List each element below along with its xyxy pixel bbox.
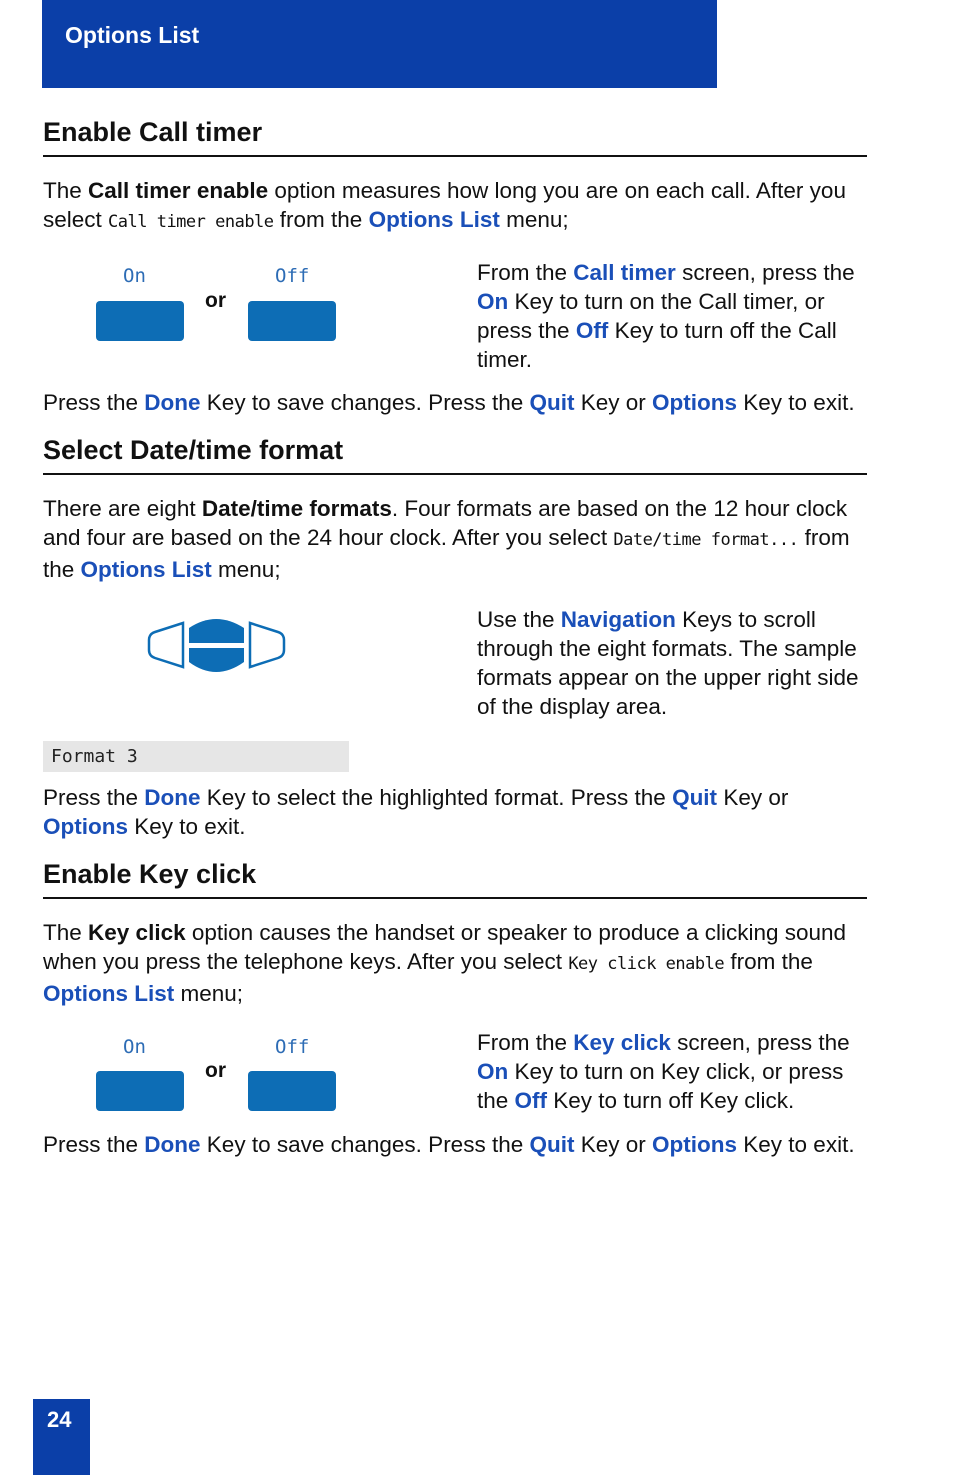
section-title-call-timer: Enable Call timer: [43, 117, 263, 147]
nav-left-arrow-icon: [149, 623, 183, 667]
on-softkey-button[interactable]: [96, 1071, 184, 1111]
text: option causes the handset or speaker to produce a clicking sound when you press the telephone keys. After you select: [43, 920, 847, 974]
navigation-keys-icon[interactable]: [145, 612, 290, 678]
nav-up-key-icon: [189, 619, 244, 643]
key-click-description: [477, 1028, 872, 1115]
text: Press the: [43, 390, 145, 415]
nav-down-key-icon: [189, 648, 244, 672]
key-term: Options List: [80, 557, 212, 582]
text: menu;: [174, 981, 244, 1006]
section-title-date-format: Select Date/time format: [43, 435, 344, 465]
text: Use the: [477, 607, 561, 632]
on-softkey-button[interactable]: [96, 301, 184, 341]
text: Keys to scroll through the eight formats. The sample formats appear on the upper right side of the display area.: [477, 607, 859, 719]
page-header: [42, 0, 717, 88]
key-term: Options List: [368, 207, 500, 232]
on-key-label: On: [123, 265, 146, 287]
text: screen, press the: [670, 1030, 850, 1055]
or-label: or: [205, 1059, 226, 1082]
key-term: Options: [652, 390, 738, 415]
key-click-footer: [43, 1130, 873, 1159]
bold-term: Date/time formats: [201, 496, 392, 521]
text: Key to save changes. Press the: [200, 390, 530, 415]
text: Press the: [43, 785, 145, 810]
text: option measures how long you are on each call. After you select: [43, 178, 846, 232]
text: Key to turn on Key click, or press the: [477, 1059, 844, 1113]
key-term: Quit: [529, 1132, 575, 1157]
key-term: Quit: [529, 390, 575, 415]
off-softkey-button[interactable]: [248, 301, 336, 341]
text: The: [43, 178, 89, 203]
text: Key to exit.: [737, 1132, 855, 1157]
display-format-text: Format 3: [51, 746, 138, 767]
date-format-footer: [43, 783, 873, 841]
call-timer-footer: [43, 388, 873, 417]
date-format-description: [477, 605, 872, 721]
key-term: Key click: [573, 1030, 671, 1055]
key-term: Off: [575, 318, 609, 343]
display-area: [43, 741, 349, 772]
text: from the: [43, 525, 850, 582]
call-timer-description: [477, 258, 872, 374]
text: Key to exit.: [128, 814, 246, 839]
key-term: Call timer: [573, 260, 676, 285]
text: Key to exit.: [737, 390, 855, 415]
key-term: Options: [652, 1132, 738, 1157]
bold-term: Key click: [88, 920, 186, 945]
header-title: Options List: [65, 22, 200, 48]
key-term: Quit: [672, 785, 718, 810]
off-key-label: Off: [275, 1036, 310, 1058]
nav-right-arrow-icon: [250, 623, 284, 667]
bold-term: Call timer enable: [88, 178, 269, 203]
display-text: Key click enable: [568, 954, 725, 974]
text: Key or: [574, 1132, 653, 1157]
section-rule: [43, 473, 867, 475]
key-term: On: [477, 1059, 509, 1084]
text: Key to select the highlighted format. Press the: [200, 785, 673, 810]
section-rule: [43, 897, 867, 899]
text: menu;: [211, 557, 281, 582]
text: from the: [273, 207, 369, 232]
key-term: On: [477, 289, 509, 314]
key-term: Off: [514, 1088, 548, 1113]
date-format-intro: [43, 494, 873, 584]
text: Key to save changes. Press the: [200, 1132, 530, 1157]
key-term: Options List: [43, 981, 175, 1006]
page-number: 24: [47, 1407, 72, 1432]
text: Key to turn on the Call timer, or press the: [477, 289, 825, 343]
text: from the: [724, 949, 813, 974]
text: Key or: [574, 390, 653, 415]
text: From the: [477, 260, 574, 285]
off-key-label: Off: [275, 265, 310, 287]
page-number-tab: [33, 1399, 90, 1475]
text: Key to turn off the Call timer.: [477, 318, 837, 372]
text: The: [43, 920, 89, 945]
text: From the: [477, 1030, 574, 1055]
display-text: Date/time format...: [613, 530, 799, 550]
display-text: Call timer enable: [108, 212, 274, 232]
text: Key to turn off Key click.: [547, 1088, 795, 1113]
key-term: Done: [144, 1132, 201, 1157]
text: screen, press the: [675, 260, 855, 285]
text: menu;: [499, 207, 569, 232]
text: . Four formats are based on the 12 hour clock and four are based on the 24 hour clock. After you select: [43, 496, 848, 550]
or-label: or: [205, 289, 226, 312]
key-term: Options: [43, 814, 128, 839]
key-term: Navigation: [560, 607, 676, 632]
section-title-key-click: Enable Key click: [43, 859, 257, 889]
on-key-label: On: [123, 1036, 146, 1058]
text: There are eight: [43, 496, 202, 521]
off-softkey-button[interactable]: [248, 1071, 336, 1111]
text: Key or: [717, 785, 789, 810]
section-rule: [43, 155, 867, 157]
key-click-intro: [43, 918, 873, 1008]
key-term: Done: [144, 785, 201, 810]
text: Press the: [43, 1132, 145, 1157]
key-term: Done: [144, 390, 201, 415]
call-timer-intro: [43, 176, 873, 237]
